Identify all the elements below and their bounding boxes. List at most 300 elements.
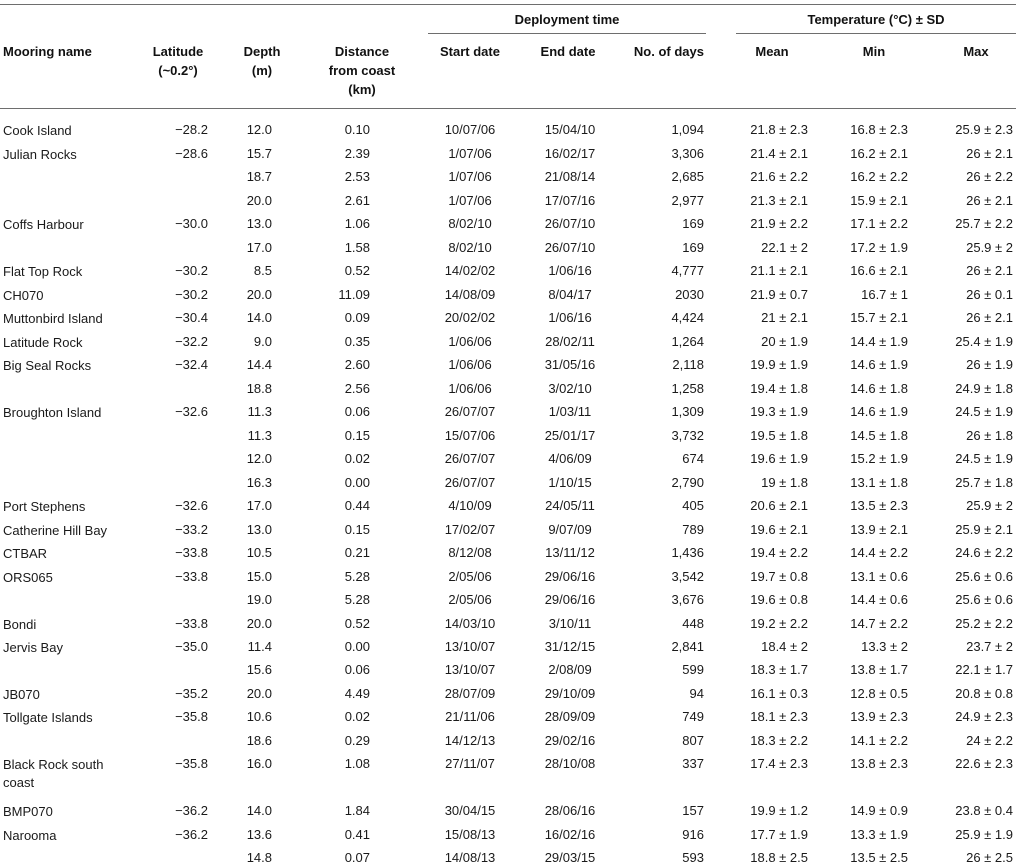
cell-mean: 19.6 ± 1.9: [750, 451, 808, 466]
header-max: Max: [963, 44, 989, 59]
cell-lat: −30.2: [175, 287, 208, 302]
cell-start: 26/07/07: [444, 475, 496, 490]
cell-min: 14.6 ± 1.9: [850, 404, 908, 419]
cell-name: Bondi: [3, 617, 37, 632]
cell-mean: 19.9 ± 1.2: [750, 803, 808, 818]
cell-lat: −33.8: [175, 545, 208, 560]
cell-min: 13.8 ± 1.7: [850, 662, 908, 677]
table-top-rule: [0, 4, 1016, 5]
cell-depth: 12.0: [246, 122, 272, 137]
cell-lat: −30.0: [175, 216, 208, 231]
cell-dist: 2.56: [344, 381, 370, 396]
cell-mean: 19.7 ± 0.8: [750, 569, 808, 584]
header-depth: [232, 42, 292, 80]
cell-lat: −33.8: [175, 569, 208, 584]
cell-name: Jervis Bay: [3, 640, 63, 655]
cell-max: 25.6 ± 0.6: [955, 592, 1013, 607]
cell-min: 12.8 ± 0.5: [850, 686, 908, 701]
cell-min: 13.5 ± 2.3: [850, 498, 908, 513]
cell-max: 25.9 ± 2: [966, 498, 1013, 513]
cell-days: 2,790: [671, 475, 704, 490]
cell-dist: 0.07: [344, 850, 370, 865]
cell-start: 17/02/07: [444, 522, 496, 537]
cell-mean: 19.4 ± 1.8: [750, 381, 808, 396]
cell-end: 29/03/15: [544, 850, 596, 865]
cell-depth: 19.0: [246, 592, 272, 607]
cell-days: 2030: [675, 287, 704, 302]
cell-name: ORS065: [3, 570, 53, 585]
header-distance-line2: from coast: [328, 63, 396, 78]
cell-end: 16/02/17: [544, 146, 596, 161]
cell-dist: 0.00: [344, 639, 370, 654]
cell-start: 15/08/13: [444, 827, 496, 842]
cell-depth: 14.4: [246, 357, 272, 372]
cell-min: 16.6 ± 2.1: [850, 263, 908, 278]
header-bottom-rule: [0, 108, 1016, 109]
cell-depth: 16.0: [246, 756, 272, 771]
cell-name: Broughton Island: [3, 405, 102, 420]
cell-depth: 13.0: [246, 522, 272, 537]
cell-lat: −32.4: [175, 357, 208, 372]
cell-end: 26/07/10: [544, 216, 596, 231]
cell-dist: 2.39: [344, 146, 370, 161]
cell-lat: −33.8: [175, 616, 208, 631]
cell-start: 13/10/07: [444, 639, 496, 654]
cell-start: 1/06/06: [448, 357, 492, 372]
cell-start: 30/04/15: [444, 803, 496, 818]
cell-min: 14.5 ± 1.8: [850, 428, 908, 443]
cell-mean: 21.9 ± 0.7: [750, 287, 808, 302]
cell-depth: 17.0: [246, 498, 272, 513]
header-deployment-time: Deployment time: [514, 12, 620, 27]
cell-name: Coffs Harbour: [3, 217, 84, 232]
cell-depth: 20.0: [246, 686, 272, 701]
cell-max: 26 ± 2.1: [966, 146, 1013, 161]
cell-end: 4/06/09: [548, 451, 592, 466]
cell-days: 1,309: [671, 404, 704, 419]
cell-mean: 21.9 ± 2.2: [750, 216, 808, 231]
cell-depth: 8.5: [253, 263, 272, 278]
cell-days: 169: [682, 216, 704, 231]
cell-min: 14.9 ± 0.9: [850, 803, 908, 818]
cell-max: 26 ± 2.1: [966, 310, 1013, 325]
cell-end: 26/07/10: [544, 240, 596, 255]
cell-dist: 2.61: [344, 193, 370, 208]
cell-end: 28/02/11: [545, 334, 595, 349]
cell-end: 3/10/11: [548, 616, 592, 631]
cell-dist: 11.09: [338, 287, 370, 302]
cell-depth: 20.0: [246, 287, 272, 302]
cell-end: 25/01/17: [544, 428, 596, 443]
cell-end: 2/08/09: [548, 662, 592, 677]
header-distance-line3: (km): [348, 82, 376, 97]
cell-mean: 18.3 ± 2.2: [750, 733, 808, 748]
cell-mean: 19.5 ± 1.8: [750, 428, 808, 443]
cell-max: 26 ± 2.2: [966, 169, 1013, 184]
cell-lat: −32.6: [175, 404, 208, 419]
cell-max: 24.5 ± 1.9: [955, 404, 1013, 419]
cell-name: Cook Island: [3, 123, 72, 138]
cell-start: 10/07/06: [444, 122, 496, 137]
cell-name: Big Seal Rocks: [3, 358, 92, 373]
cell-depth: 17.0: [246, 240, 272, 255]
cell-mean: 19.4 ± 2.2: [750, 545, 808, 560]
cell-depth: 16.3: [246, 475, 272, 490]
cell-start: 1/06/06: [448, 381, 492, 396]
cell-end: 13/11/12: [545, 545, 595, 560]
cell-depth: 10.6: [246, 709, 272, 724]
cell-end: 16/02/16: [544, 827, 596, 842]
cell-days: 4,424: [671, 310, 704, 325]
cell-depth: 15.0: [246, 569, 272, 584]
cell-mean: 19.6 ± 0.8: [750, 592, 808, 607]
cell-end: 21/08/14: [544, 169, 596, 184]
cell-mean: 19.3 ± 1.9: [750, 404, 808, 419]
cell-mean: 18.8 ± 2.5: [750, 850, 808, 865]
cell-depth: 14.0: [246, 803, 272, 818]
cell-end: 1/06/16: [548, 310, 592, 325]
cell-end: 28/10/08: [544, 756, 596, 771]
cell-min: 16.2 ± 2.1: [850, 146, 908, 161]
cell-min: 15.9 ± 2.1: [850, 193, 908, 208]
cell-dist: 0.02: [344, 709, 370, 724]
cell-dist: 2.53: [344, 169, 370, 184]
cell-min: 13.9 ± 2.1: [850, 522, 908, 537]
cell-dist: 0.29: [344, 733, 370, 748]
cell-max: 22.1 ± 1.7: [955, 662, 1013, 677]
header-mooring-name: Mooring name: [3, 44, 92, 59]
cell-lat: −35.8: [175, 756, 208, 771]
cell-days: 3,676: [671, 592, 704, 607]
cell-min: 16.8 ± 2.3: [850, 122, 908, 137]
cell-name: Tollgate Islands: [3, 710, 93, 725]
cell-start: 14/03/10: [444, 616, 496, 631]
cell-mean: 21 ± 2.1: [761, 310, 808, 325]
cell-name: CH070: [3, 288, 44, 303]
cell-max: 25.4 ± 1.9: [955, 334, 1013, 349]
cell-lat: −36.2: [175, 803, 208, 818]
cell-end: 1/06/16: [548, 263, 592, 278]
cell-lat: −36.2: [175, 827, 208, 842]
cell-depth: 14.0: [246, 310, 272, 325]
cell-name: Julian Rocks: [3, 147, 77, 162]
cell-end: 31/12/15: [544, 639, 596, 654]
cell-days: 1,094: [671, 122, 704, 137]
cell-name: Flat Top Rock: [3, 264, 83, 279]
header-latitude-line2: (~0.2°): [158, 63, 198, 78]
cell-start: 8/02/10: [448, 240, 492, 255]
header-depth-line2: (m): [251, 63, 273, 78]
cell-dist: 0.21: [344, 545, 370, 560]
cell-min: 13.3 ± 1.9: [850, 827, 908, 842]
cell-lat: −32.2: [175, 334, 208, 349]
cell-max: 23.8 ± 0.4: [955, 803, 1013, 818]
cell-days: 2,977: [671, 193, 704, 208]
cell-dist: 5.28: [344, 592, 370, 607]
header-depth-line1: Depth: [243, 44, 281, 59]
cell-dist: 0.10: [344, 122, 370, 137]
header-temperature: Temperature (°C) ± SD: [807, 12, 945, 27]
cell-name: Catherine Hill Bay: [3, 523, 108, 538]
cell-depth: 14.8: [246, 850, 272, 865]
cell-max: 24.5 ± 1.9: [955, 451, 1013, 466]
cell-min: 14.4 ± 2.2: [850, 545, 908, 560]
cell-min: 14.7 ± 2.2: [850, 616, 908, 631]
header-latitude: [140, 42, 216, 80]
cell-max: 24.9 ± 1.8: [955, 381, 1013, 396]
cell-end: 17/07/16: [544, 193, 596, 208]
cell-start: 2/05/06: [448, 592, 492, 607]
cell-max: 25.2 ± 2.2: [955, 616, 1013, 631]
cell-min: 14.6 ± 1.9: [850, 357, 908, 372]
header-end-date: End date: [540, 44, 596, 59]
cell-name: Black Rock south coast: [3, 757, 104, 790]
cell-min: 17.1 ± 2.2: [850, 216, 908, 231]
cell-start: 28/07/09: [444, 686, 496, 701]
cell-max: 25.7 ± 1.8: [955, 475, 1013, 490]
cell-mean: 20 ± 1.9: [761, 334, 808, 349]
cell-depth: 13.6: [246, 827, 272, 842]
cell-depth: 9.0: [253, 334, 272, 349]
cell-start: 26/07/07: [444, 404, 496, 419]
cell-max: 24 ± 2.2: [966, 733, 1013, 748]
cell-depth: 18.8: [246, 381, 272, 396]
cell-max: 26 ± 1.8: [966, 428, 1013, 443]
cell-max: 25.9 ± 2: [966, 240, 1013, 255]
cell-end: 15/04/10: [544, 122, 596, 137]
cell-min: 15.7 ± 2.1: [850, 310, 908, 325]
cell-depth: 13.0: [246, 216, 272, 231]
cell-min: 13.5 ± 2.5: [850, 850, 908, 865]
cell-start: 1/07/06: [448, 146, 492, 161]
header-no-of-days: No. of days: [633, 44, 704, 59]
header-latitude-line1: Latitude: [152, 44, 204, 59]
cell-name: CTBAR: [3, 546, 48, 561]
cell-dist: 0.41: [344, 827, 370, 842]
cell-start: 8/02/10: [448, 216, 492, 231]
cell-min: 13.1 ± 0.6: [850, 569, 908, 584]
cell-max: 26 ± 2.5: [966, 850, 1013, 865]
cell-max: 25.9 ± 2.1: [955, 522, 1013, 537]
cell-start: 4/10/09: [448, 498, 492, 513]
cell-mean: 19.6 ± 2.1: [750, 522, 808, 537]
cell-mean: 21.1 ± 2.1: [750, 263, 808, 278]
cell-mean: 17.4 ± 2.3: [750, 756, 808, 771]
cell-max: 24.6 ± 2.2: [955, 545, 1013, 560]
cell-end: 29/02/16: [544, 733, 596, 748]
header-start-date: Start date: [440, 44, 500, 59]
cell-depth: 18.6: [246, 733, 272, 748]
temperature-group-rule: [736, 33, 1016, 34]
cell-end: 1/10/15: [548, 475, 592, 490]
cell-days: 448: [682, 616, 704, 631]
cell-max: 25.6 ± 0.6: [955, 569, 1013, 584]
header-distance: [312, 42, 412, 99]
cell-days: 2,118: [672, 357, 704, 372]
cell-depth: 18.7: [246, 169, 272, 184]
cell-start: 1/06/06: [448, 334, 492, 349]
cell-end: 24/05/11: [545, 498, 595, 513]
header-distance-line1: Distance: [334, 44, 390, 59]
cell-mean: 18.1 ± 2.3: [750, 709, 808, 724]
cell-lat: −35.0: [175, 639, 208, 654]
cell-dist: 1.08: [344, 756, 370, 771]
cell-max: 20.8 ± 0.8: [955, 686, 1013, 701]
cell-start: 1/07/06: [448, 193, 492, 208]
cell-dist: 1.58: [344, 240, 370, 255]
header-mean: Mean: [755, 44, 789, 59]
cell-min: 15.2 ± 1.9: [850, 451, 908, 466]
cell-mean: 19.2 ± 2.2: [750, 616, 808, 631]
cell-depth: 20.0: [246, 616, 272, 631]
cell-mean: 20.6 ± 2.1: [750, 498, 808, 513]
cell-dist: 5.28: [344, 569, 370, 584]
cell-days: 789: [682, 522, 704, 537]
cell-min: 14.4 ± 1.9: [850, 334, 908, 349]
cell-depth: 20.0: [246, 193, 272, 208]
cell-end: 29/10/09: [544, 686, 596, 701]
cell-dist: 0.06: [344, 662, 370, 677]
cell-dist: 0.00: [344, 475, 370, 490]
cell-mean: 18.3 ± 1.7: [750, 662, 808, 677]
cell-dist: 0.52: [344, 263, 370, 278]
cell-start: 26/07/07: [444, 451, 496, 466]
cell-end: 29/06/16: [544, 592, 596, 607]
cell-name: Latitude Rock: [3, 335, 83, 350]
cell-mean: 21.4 ± 2.1: [750, 146, 808, 161]
cell-end: 31/05/16: [544, 357, 596, 372]
cell-lat: −30.4: [175, 310, 208, 325]
cell-min: 14.6 ± 1.8: [850, 381, 908, 396]
cell-end: 9/07/09: [548, 522, 592, 537]
deployment-group-rule: [428, 33, 706, 34]
cell-days: 4,777: [671, 263, 704, 278]
cell-dist: 0.06: [344, 404, 370, 419]
cell-start: 13/10/07: [444, 662, 496, 677]
cell-start: 20/02/02: [444, 310, 496, 325]
cell-name: JB070: [3, 687, 40, 702]
cell-max: 26 ± 0.1: [966, 287, 1013, 302]
cell-depth: 15.6: [246, 662, 272, 677]
cell-max: 26 ± 2.1: [966, 193, 1013, 208]
cell-end: 28/09/09: [544, 709, 596, 724]
cell-min: 16.7 ± 1: [861, 287, 908, 302]
cell-depth: 10.5: [246, 545, 272, 560]
cell-days: 1,436: [671, 545, 704, 560]
cell-max: 23.7 ± 2: [966, 639, 1013, 654]
cell-max: 26 ± 1.9: [966, 357, 1013, 372]
cell-start: 27/11/07: [445, 756, 495, 771]
cell-lat: −33.2: [175, 522, 208, 537]
cell-mean: 19 ± 1.8: [761, 475, 808, 490]
cell-depth: 12.0: [246, 451, 272, 466]
cell-days: 169: [682, 240, 704, 255]
cell-depth: 11.4: [247, 639, 272, 654]
cell-dist: 0.09: [344, 310, 370, 325]
cell-dist: 0.15: [344, 522, 370, 537]
cell-days: 807: [682, 733, 704, 748]
cell-name: Narooma: [3, 828, 57, 843]
cell-min: 13.3 ± 2: [861, 639, 908, 654]
cell-min: 16.2 ± 2.2: [850, 169, 908, 184]
cell-max: 22.6 ± 2.3: [955, 756, 1013, 771]
cell-lat: −30.2: [175, 263, 208, 278]
cell-max: 25.7 ± 2.2: [955, 216, 1013, 231]
cell-depth: 11.3: [247, 428, 272, 443]
cell-start: 14/02/02: [444, 263, 496, 278]
cell-start: 21/11/06: [445, 709, 495, 724]
cell-depth: 15.7: [246, 146, 272, 161]
cell-mean: 17.7 ± 1.9: [750, 827, 808, 842]
cell-dist: 0.44: [344, 498, 370, 513]
cell-days: 599: [682, 662, 704, 677]
cell-max: 25.9 ± 1.9: [955, 827, 1013, 842]
cell-max: 25.9 ± 2.3: [955, 122, 1013, 137]
cell-mean: 19.9 ± 1.9: [750, 357, 808, 372]
cell-start: 8/12/08: [448, 545, 492, 560]
cell-dist: 2.60: [344, 357, 370, 372]
cell-days: 337: [682, 756, 704, 771]
cell-end: 8/04/17: [548, 287, 592, 302]
cell-min: 13.8 ± 2.3: [850, 756, 908, 771]
header-min: Min: [862, 44, 886, 59]
cell-days: 405: [682, 498, 704, 513]
cell-end: 28/06/16: [544, 803, 596, 818]
cell-days: 1,258: [671, 381, 704, 396]
cell-lat: −35.2: [175, 686, 208, 701]
cell-start: 14/08/13: [444, 850, 496, 865]
cell-dist: 4.49: [344, 686, 370, 701]
cell-lat: −28.6: [175, 146, 208, 161]
cell-dist: 1.84: [344, 803, 370, 818]
cell-mean: 18.4 ± 2: [761, 639, 808, 654]
cell-dist: 1.06: [344, 216, 370, 231]
cell-dist: 0.02: [344, 451, 370, 466]
cell-start: 1/07/06: [448, 169, 492, 184]
cell-lat: −35.8: [175, 709, 208, 724]
cell-start: 14/08/09: [444, 287, 496, 302]
cell-mean: 21.8 ± 2.3: [750, 122, 808, 137]
cell-days: 1,264: [671, 334, 704, 349]
cell-days: 916: [682, 827, 704, 842]
cell-min: 14.1 ± 2.2: [850, 733, 908, 748]
cell-start: 15/07/06: [444, 428, 496, 443]
cell-dist: 0.15: [344, 428, 370, 443]
cell-days: 2,685: [671, 169, 704, 184]
cell-min: 13.9 ± 2.3: [850, 709, 908, 724]
cell-days: 593: [682, 850, 704, 865]
cell-days: 3,542: [671, 569, 704, 584]
cell-start: 2/05/06: [448, 569, 492, 584]
cell-min: 13.1 ± 1.8: [850, 475, 908, 490]
cell-depth: 11.3: [247, 404, 272, 419]
cell-mean: 21.6 ± 2.2: [750, 169, 808, 184]
cell-min: 14.4 ± 0.6: [850, 592, 908, 607]
cell-mean: 22.1 ± 2: [761, 240, 808, 255]
cell-days: 749: [682, 709, 704, 724]
cell-name: Muttonbird Island: [3, 311, 103, 326]
cell-name: BMP070: [3, 804, 53, 819]
cell-end: 1/03/11: [548, 404, 592, 419]
cell-dist: 0.35: [344, 334, 370, 349]
cell-max: 24.9 ± 2.3: [955, 709, 1013, 724]
cell-days: 3,306: [671, 146, 704, 161]
cell-name: Port Stephens: [3, 499, 86, 514]
cell-days: 3,732: [671, 428, 704, 443]
cell-days: 674: [682, 451, 704, 466]
cell-end: 29/06/16: [544, 569, 596, 584]
cell-lat: −32.6: [175, 498, 208, 513]
